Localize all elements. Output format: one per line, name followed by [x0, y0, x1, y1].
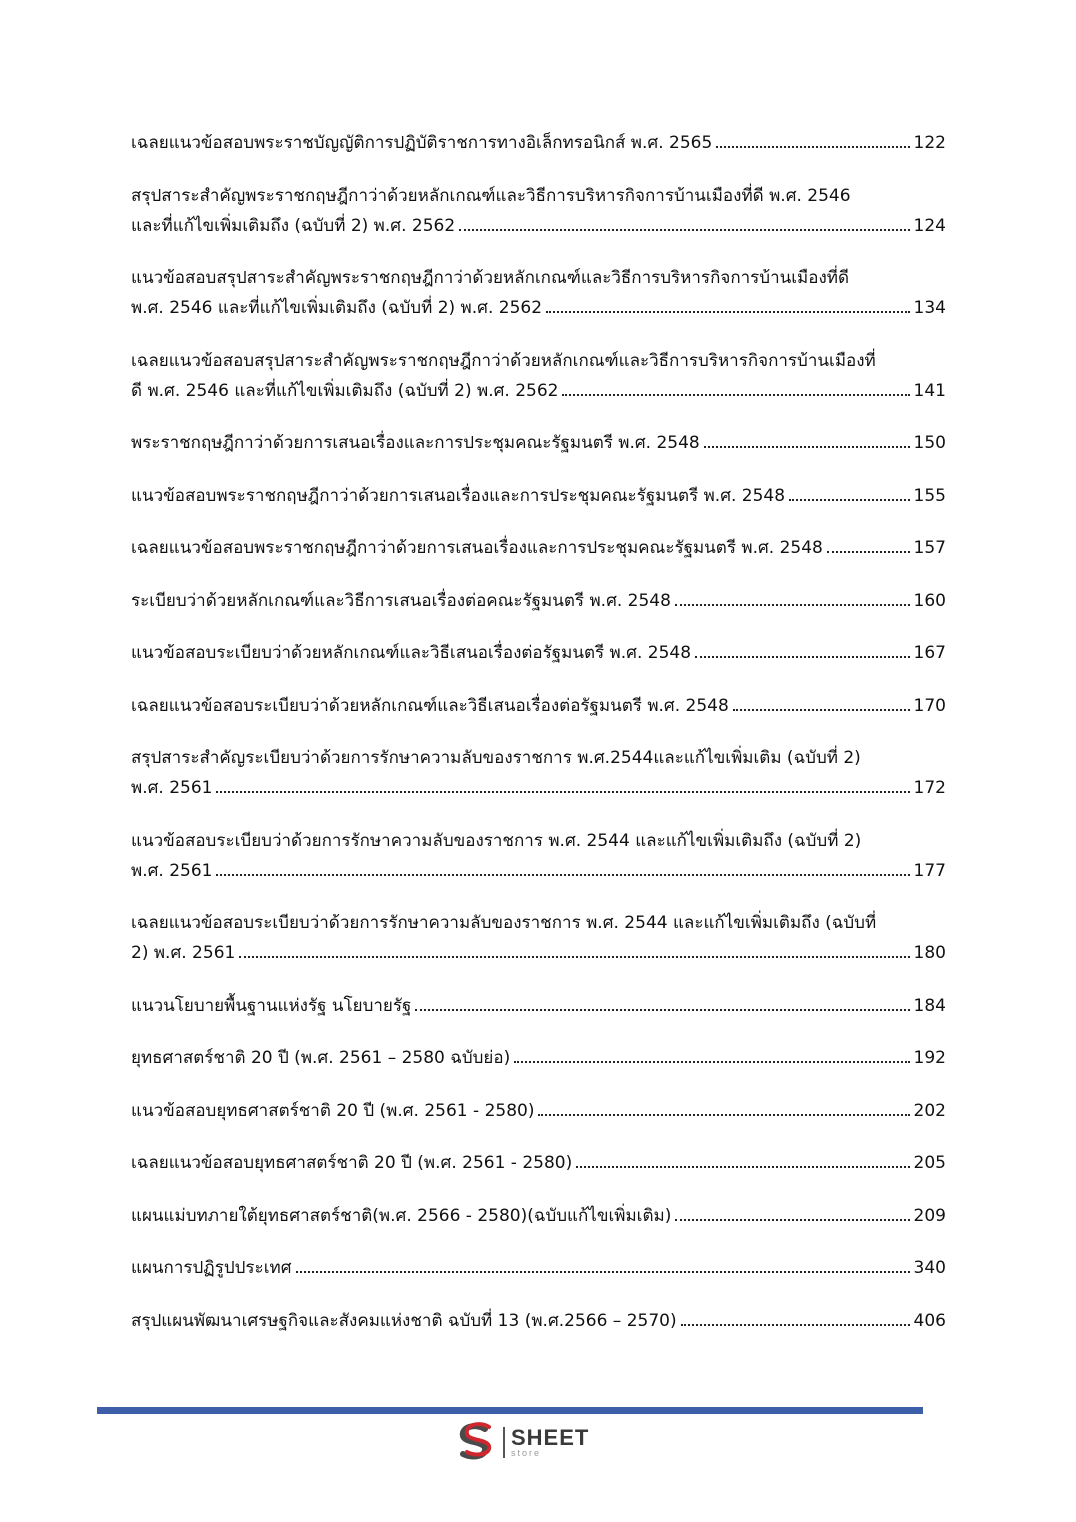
dot-leader: [459, 228, 909, 231]
toc-entry-leader-line: [131, 1306, 946, 1336]
toc-entry-title: พระราชกฤษฎีกาว่าด้วยการเสนอเรื่องและการประชุมคณะรัฐมนตรี พ.ศ. 2548: [131, 433, 700, 453]
toc-entry-title: และที่แก้ไขเพิ่มเติมถึง (ฉบับที่ 2) พ.ศ. 2562: [131, 215, 456, 236]
toc-page-number: 155: [913, 485, 946, 506]
toc-entry-leader-line: [131, 938, 946, 968]
toc-entry-title: เฉลยแนวข้อสอบระเบียบว่าด้วยหลักเกณฑ์และวิธีเสนอเรื่องต่อรัฐมนตรี พ.ศ. 2548: [131, 695, 729, 716]
toc-entry[interactable]: [131, 586, 946, 616]
toc-entry-leader-line: [131, 1148, 946, 1178]
dot-leader: [538, 1113, 909, 1116]
toc-page-number: 177: [913, 860, 946, 881]
toc-entry[interactable]: [131, 908, 946, 968]
dot-leader: [415, 1008, 909, 1011]
toc-entry[interactable]: [131, 1306, 946, 1336]
toc-entry[interactable]: [131, 691, 946, 721]
toc-entry[interactable]: [131, 428, 946, 458]
dot-leader: [675, 603, 910, 606]
toc-page-number: 406: [913, 1310, 946, 1331]
toc-entry[interactable]: [131, 128, 946, 158]
dot-leader: [296, 1270, 910, 1273]
toc-entry-leader-line: [131, 638, 946, 668]
toc-entry-title: เฉลยแนวข้อสอบยุทธศาสตร์ชาติ 20 ปี (พ.ศ. 2561 - 2580): [131, 1153, 573, 1173]
dot-leader: [716, 145, 909, 148]
toc-page-number: 209: [913, 1205, 946, 1226]
toc-entry-title: แนวข้อสอบยุทธศาสตร์ชาติ 20 ปี (พ.ศ. 2561 - 2580): [131, 1100, 535, 1121]
dot-leader: [733, 708, 910, 711]
toc-page-number: 192: [913, 1048, 946, 1068]
toc-entry-title: พ.ศ. 2561: [131, 778, 213, 798]
toc-page-number: 202: [913, 1100, 946, 1121]
toc-entry-leader-line: [131, 293, 946, 323]
logo-wordmark: SHEET: [511, 1424, 590, 1450]
toc-entry[interactable]: [131, 1148, 946, 1178]
toc-entry[interactable]: [131, 263, 946, 323]
dot-leader: [704, 445, 910, 448]
dot-leader: [695, 655, 910, 658]
dot-leader: [546, 310, 910, 313]
dot-leader: [675, 1218, 909, 1221]
toc-page-number: 167: [913, 643, 946, 663]
toc-entry-leader-line: [131, 128, 946, 158]
dot-leader: [681, 1323, 910, 1326]
toc-entry-leader-line: [131, 1201, 946, 1231]
toc-entry-title-line: เฉลยแนวข้อสอบระเบียบว่าด้วยการรักษาความลับของราชการ พ.ศ. 2544 และแก้ไขเพิ่มเติมถึง (ฉบับที่: [131, 913, 877, 933]
toc-page-number: 150: [913, 433, 946, 453]
toc-entry-leader-line: [131, 586, 946, 616]
toc-entry-title: ระเบียบว่าด้วยหลักเกณฑ์และวิธีการเสนอเรื่องต่อคณะรัฐมนตรี พ.ศ. 2548: [131, 590, 671, 611]
dot-leader: [827, 550, 910, 553]
toc-page-number: 180: [913, 943, 946, 963]
toc-entry-leader-line: [131, 533, 946, 563]
dot-leader: [216, 790, 909, 793]
toc-entry[interactable]: [131, 826, 946, 886]
toc-page-number: 340: [913, 1258, 946, 1278]
toc-entry-title: แผนการปฏิรูปประเทศ: [131, 1258, 292, 1278]
toc-entry[interactable]: [131, 533, 946, 563]
toc-entry-leader-line: [131, 211, 946, 241]
dot-leader: [562, 393, 909, 396]
logo-subtext: store: [511, 1447, 542, 1458]
dot-leader: [239, 955, 909, 958]
toc-entry[interactable]: [131, 743, 946, 803]
toc-entry[interactable]: [131, 1253, 946, 1283]
dot-leader: [216, 873, 909, 876]
toc-entry[interactable]: [131, 991, 946, 1021]
toc-page-number: 124: [913, 215, 946, 236]
toc-page-number: 170: [913, 695, 946, 716]
table-of-contents: [131, 128, 946, 1358]
toc-entry-leader-line: [131, 1043, 946, 1073]
toc-entry-leader-line: [131, 773, 946, 803]
footer-divider: [97, 1407, 923, 1414]
toc-entry[interactable]: [131, 1043, 946, 1073]
toc-entry-title: แนวข้อสอบระเบียบว่าด้วยหลักเกณฑ์และวิธีเสนอเรื่องต่อรัฐมนตรี พ.ศ. 2548: [131, 643, 692, 663]
toc-entry-leader-line: [131, 1253, 946, 1283]
toc-entry-title: เฉลยแนวข้อสอบพระราชบัญญัติการปฏิบัติราชการทางอิเล็กทรอนิกส์ พ.ศ. 2565: [131, 133, 713, 153]
dot-leader: [789, 498, 909, 501]
toc-page-number: 122: [913, 133, 946, 153]
toc-entry-title-line: แนวข้อสอบสรุปสาระสำคัญพระราชกฤษฎีกาว่าด้วยหลักเกณฑ์และวิธีการบริหารกิจการบ้านเมืองที่ดี: [131, 268, 850, 288]
toc-entry-title: แผนแม่บทภายใต้ยุทธศาสตร์ชาติ(พ.ศ. 2566 - 2580)(ฉบับแก้ไขเพิ่มเติม): [131, 1205, 672, 1226]
toc-entry-title: เฉลยแนวข้อสอบพระราชกฤษฎีกาว่าด้วยการเสนอเรื่องและการประชุมคณะรัฐมนตรี พ.ศ. 2548: [131, 538, 823, 558]
toc-entry-title-line: สรุปสาระสำคัญพระราชกฤษฎีกาว่าด้วยหลักเกณฑ์และวิธีการบริหารกิจการบ้านเมืองที่ดี พ.ศ. 2546: [131, 185, 851, 206]
toc-entry-leader-line: [131, 1096, 946, 1126]
toc-page-number: 184: [913, 995, 946, 1016]
toc-entry-title-line: แนวข้อสอบระเบียบว่าด้วยการรักษาความลับของราชการ พ.ศ. 2544 และแก้ไขเพิ่มเติมถึง (ฉบับที่ 2): [131, 830, 862, 851]
toc-entry-title: สรุปแผนพัฒนาเศรษฐกิจและสังคมแห่งชาติ ฉบับที่ 13 (พ.ศ.2566 – 2570): [131, 1310, 677, 1331]
toc-entry-leader-line: [131, 856, 946, 886]
sheet-s-logo-icon: [455, 1421, 497, 1463]
toc-entry-title-line: สรุปสาระสำคัญระเบียบว่าด้วยการรักษาความลับของราชการ พ.ศ.2544และแก้ไขเพิ่มเติม (ฉบับที่ 2): [131, 748, 861, 768]
toc-page-number: 172: [913, 778, 946, 798]
toc-entry-title: 2) พ.ศ. 2561: [131, 943, 236, 963]
toc-page-number: 141: [913, 380, 946, 401]
toc-page-number: 157: [913, 538, 946, 558]
toc-entry-title-line: เฉลยแนวข้อสอบสรุปสาระสำคัญพระราชกฤษฎีกาว่าด้วยหลักเกณฑ์และวิธีการบริหารกิจการบ้านเมืองที่: [131, 350, 876, 371]
dot-leader: [514, 1060, 909, 1063]
toc-entry-title: ดี พ.ศ. 2546 และที่แก้ไขเพิ่มเติมถึง (ฉบับที่ 2) พ.ศ. 2562: [131, 380, 559, 401]
toc-entry[interactable]: [131, 1201, 946, 1231]
toc-entry-title: พ.ศ. 2546 และที่แก้ไขเพิ่มเติมถึง (ฉบับที่ 2) พ.ศ. 2562: [131, 298, 543, 318]
toc-entry-title: แนวข้อสอบพระราชกฤษฎีกาว่าด้วยการเสนอเรื่องและการประชุมคณะรัฐมนตรี พ.ศ. 2548: [131, 485, 786, 506]
toc-entry[interactable]: [131, 1096, 946, 1126]
toc-entry-title: พ.ศ. 2561: [131, 860, 213, 881]
toc-entry[interactable]: [131, 181, 946, 241]
toc-page-number: 134: [913, 298, 946, 318]
toc-entry-leader-line: [131, 481, 946, 511]
toc-entry[interactable]: [131, 346, 946, 406]
toc-entry-title: แนวนโยบายพื้นฐานแห่งรัฐ นโยบายรัฐ: [131, 995, 412, 1016]
toc-entry-leader-line: [131, 376, 946, 406]
toc-page-number: 160: [913, 590, 946, 611]
sheet-store-logo: [455, 1421, 589, 1463]
dot-leader: [576, 1165, 909, 1168]
toc-entry-leader-line: [131, 428, 946, 458]
toc-entry[interactable]: [131, 638, 946, 668]
toc-page-number: 205: [913, 1153, 946, 1173]
toc-entry[interactable]: [131, 481, 946, 511]
toc-entry-leader-line: [131, 691, 946, 721]
toc-entry-leader-line: [131, 991, 946, 1021]
toc-entry-title: ยุทธศาสตร์ชาติ 20 ปี (พ.ศ. 2561 – 2580 ฉบับย่อ): [131, 1048, 511, 1068]
